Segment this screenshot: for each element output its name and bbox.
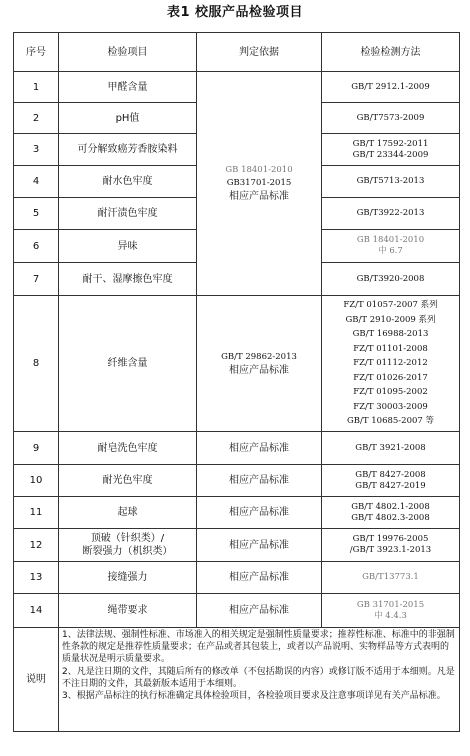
row-item: 耐皂洗色牢度 xyxy=(59,432,197,465)
method-line: FZ/T 01101-2008 xyxy=(353,343,428,354)
table-row xyxy=(14,529,460,562)
basis-line: GB31701-2015 xyxy=(226,178,292,188)
method-line: /GB/T 3923.1-2013 xyxy=(349,545,432,555)
method-line: GB/T13773.1 xyxy=(362,572,419,582)
row-method xyxy=(322,529,460,562)
basis-line: 相应产品标准 xyxy=(229,364,289,376)
table-row xyxy=(14,562,460,594)
row-item: 起球 xyxy=(59,497,197,529)
row-method xyxy=(322,465,460,497)
note-line: 3、根据产品标注的执行标准确定具体检验项目，各检验项目要求及注意事项详见有关产品标准。 xyxy=(62,691,446,702)
basis-group-1-7 xyxy=(197,72,322,296)
row-basis: 相应产品标准 xyxy=(197,529,322,562)
row-method xyxy=(322,432,460,465)
header-method: 检验检测方法 xyxy=(322,33,460,72)
row-no: 10 xyxy=(14,465,59,497)
row-item: pH值 xyxy=(59,103,197,134)
row-basis: 相应产品标准 xyxy=(197,497,322,529)
row-basis: 相应产品标准 xyxy=(197,465,322,497)
row-no: 7 xyxy=(14,263,59,296)
notes-content xyxy=(59,628,460,732)
row-no: 14 xyxy=(14,594,59,628)
header-no: 序号 xyxy=(14,33,59,72)
row-item: 耐干、湿摩擦色牢度 xyxy=(59,263,197,296)
row-item: 绳带要求 xyxy=(59,594,197,628)
row-no: 4 xyxy=(14,166,59,198)
note-line: 2、凡是注日期的文件，其随后所有的修改单（不包括勘误的内容）或修订版不适用于本细则。凡是不注日期的文件，其最新版本适用于本细则。 xyxy=(62,666,455,689)
header-basis: 判定依据 xyxy=(197,33,322,72)
row-item: 纤维含量 xyxy=(59,296,197,432)
table-row xyxy=(14,296,460,432)
method-line: GB/T3920-2008 xyxy=(356,273,425,284)
table-row xyxy=(14,594,460,628)
row-no: 1 xyxy=(14,72,59,103)
item-line: 断裂强力（机织类） xyxy=(82,546,173,557)
method-line: GB 31701-2015 xyxy=(356,599,425,610)
row-no: 12 xyxy=(14,529,59,562)
method-line: GB/T 19976-2005 xyxy=(352,534,429,544)
row-basis: 相应产品标准 xyxy=(197,562,322,594)
method-line: GB/T 10685-2007 等 xyxy=(346,416,435,427)
row-no: 11 xyxy=(14,497,59,529)
row-no: 13 xyxy=(14,562,59,594)
method-line: GB/T 2910-2009 系列 xyxy=(345,314,436,325)
method-line: GB/T 8427-2008 xyxy=(355,469,426,480)
method-line: GB/T 4802.1-2008 xyxy=(351,501,430,512)
header-row xyxy=(14,33,460,72)
row-item: 耐光色牢度 xyxy=(59,465,197,497)
row-basis: 相应产品标准 xyxy=(197,594,322,628)
method-line: GB/T 23344-2009 xyxy=(352,149,429,160)
method-line: 中 4.4.3 xyxy=(374,610,407,621)
notes-label: 说明 xyxy=(14,628,59,732)
basis-line: GB 18401-2010 xyxy=(225,165,293,175)
table-title: 表1 校服产品检验项目 xyxy=(166,5,304,20)
row-item: 可分解致癌芳香胺染料 xyxy=(59,134,197,166)
row-method xyxy=(322,263,460,296)
row-method xyxy=(322,562,460,594)
row-no: 9 xyxy=(14,432,59,465)
method-line: FZ/T 01026-2017 xyxy=(353,372,428,383)
method-line: FZ/T 01112-2012 xyxy=(353,358,428,369)
table-row xyxy=(14,497,460,529)
method-line: GB/T 4802.3-2008 xyxy=(351,512,430,523)
basis-group-8 xyxy=(197,296,322,432)
note-line: 1、法律法规、强制性标准、市场准入的相关规定是强制性质量要求；推荐性标准、标准中的非强制性条款的规定是推荐性质量要求；在产品或者其包装上，或者以产品说明、实物样品等方式表明的质量状况是明示质量要求。 xyxy=(62,630,455,665)
basis-line: GB/T 29862-2013 xyxy=(221,351,297,362)
method-line: GB/T7573-2009 xyxy=(356,112,425,123)
row-no: 3 xyxy=(14,134,59,166)
method-line: GB/T3922-2013 xyxy=(356,208,425,218)
row-method xyxy=(322,230,460,263)
row-item: 甲醛含量 xyxy=(59,72,197,103)
header-item: 检验项目 xyxy=(59,33,197,72)
method-line: GB/T 16988-2013 xyxy=(352,329,429,340)
row-method xyxy=(322,198,460,230)
method-line: GB/T5713-2013 xyxy=(356,176,425,186)
row-item: 耐水色牢度 xyxy=(59,166,197,198)
row-item: 接缝强力 xyxy=(59,562,197,594)
method-line: FZ/T 30003-2009 xyxy=(353,401,428,412)
method-line: GB/T 3921-2008 xyxy=(355,442,426,453)
method-line: FZ/T 01057-2007 系列 xyxy=(343,300,438,311)
row-method xyxy=(322,103,460,134)
row-no: 6 xyxy=(14,230,59,263)
row-method xyxy=(322,296,460,432)
row-method xyxy=(322,497,460,529)
row-item xyxy=(59,529,197,562)
row-item: 耐汗渍色牢度 xyxy=(59,198,197,230)
row-method xyxy=(322,72,460,103)
method-line: GB 18401-2010 xyxy=(356,235,425,245)
method-line: GB/T 2912.1-2009 xyxy=(351,81,430,92)
row-no: 5 xyxy=(14,198,59,230)
table-row xyxy=(14,72,460,103)
row-no: 2 xyxy=(14,103,59,134)
method-line: GB/T 8427-2019 xyxy=(355,480,426,491)
method-line: 中 6.7 xyxy=(378,246,403,256)
notes-row xyxy=(14,628,460,732)
item-line: 顶破（针织类）/ xyxy=(90,533,165,544)
table-row xyxy=(14,432,460,465)
method-line: FZ/T 01095-2002 xyxy=(353,387,428,398)
inspection-table xyxy=(13,32,460,732)
table-row xyxy=(14,465,460,497)
row-method xyxy=(322,166,460,198)
row-method xyxy=(322,594,460,628)
row-no: 8 xyxy=(14,296,59,432)
row-basis: 相应产品标准 xyxy=(197,432,322,465)
row-item: 异味 xyxy=(59,230,197,263)
method-line: GB/T 17592-2011 xyxy=(352,138,429,149)
row-method xyxy=(322,134,460,166)
basis-line: 相应产品标准 xyxy=(229,191,289,202)
